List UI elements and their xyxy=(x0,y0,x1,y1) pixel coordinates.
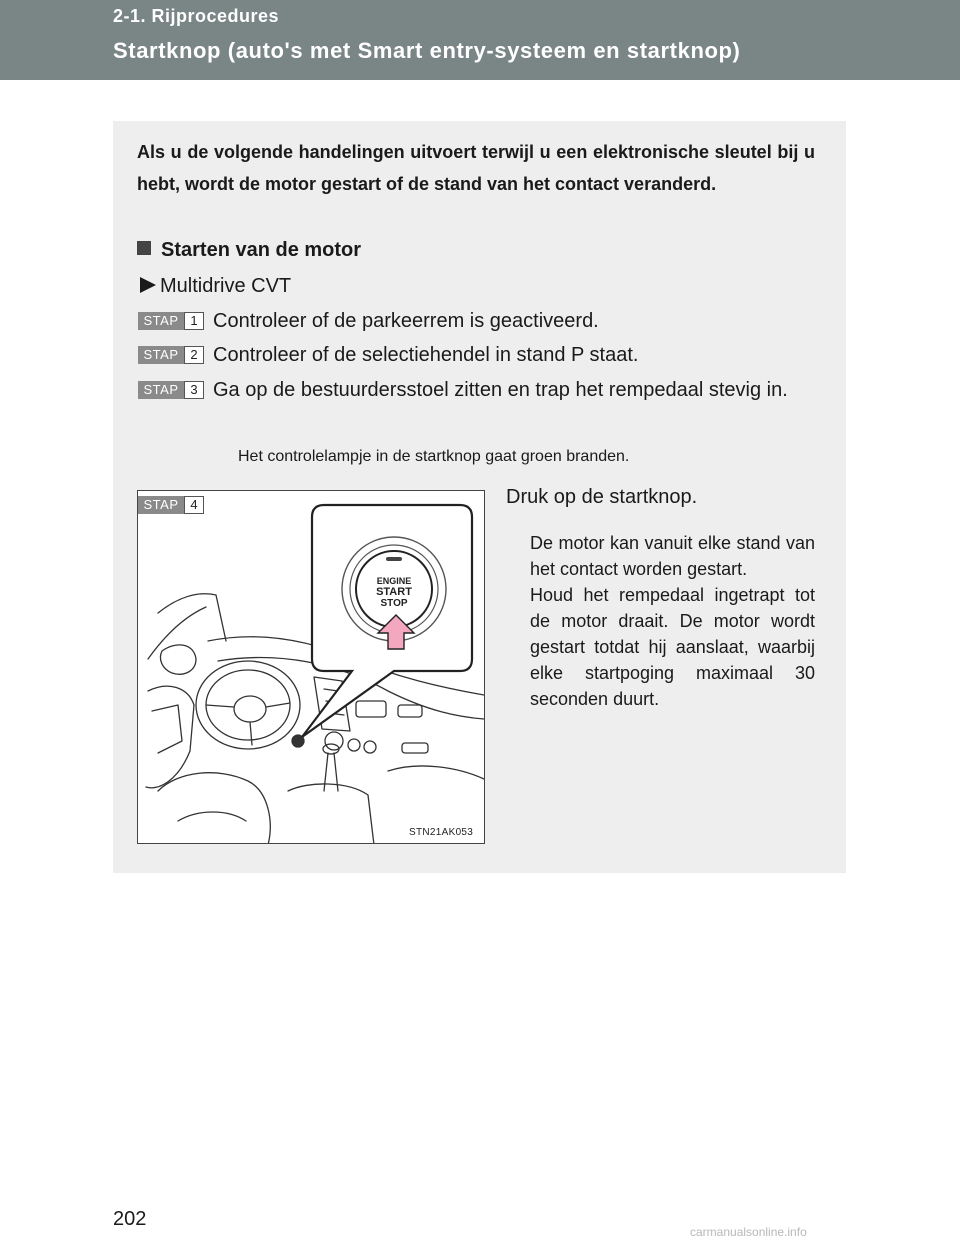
transmission-variant xyxy=(140,272,291,300)
step-1-text: Controleer of de parkeerrem is geactiveerd. xyxy=(213,310,599,332)
illustration-drawing xyxy=(138,491,485,844)
illustration-code: STN21AK053 xyxy=(409,827,474,838)
step-badge-number: 4 xyxy=(184,496,204,514)
step-3-text: Ga op de bestuurdersstoel zitten en trap het rempedaal stevig in. xyxy=(213,379,788,401)
square-bullet-icon xyxy=(137,241,151,255)
step-1-badge xyxy=(138,312,204,330)
button-label-start: START xyxy=(376,586,412,598)
page-header xyxy=(0,0,960,80)
step-badge-label: STAP xyxy=(138,381,184,399)
step-badge-label: STAP xyxy=(138,496,184,514)
step-4-badge xyxy=(138,496,204,514)
watermark: carmanualsonline.info xyxy=(690,1225,807,1239)
page-number: 202 xyxy=(113,1208,147,1230)
step-3-badge xyxy=(138,381,204,399)
step-4-details xyxy=(530,530,815,712)
section-heading xyxy=(137,236,361,264)
intro-paragraph: Als u de volgende handelingen uitvoert terwijl u een elektronische sleutel bij u hebt, wordt de motor gestart of de stand van het contact veranderd. xyxy=(137,142,815,194)
step-2-text: Controleer of de selectiehendel in stand P staat. xyxy=(213,344,639,366)
section-label: 2-1. Rijprocedures xyxy=(113,6,280,26)
page-title: Startknop (auto's met Smart entry-systeem en startknop) xyxy=(113,38,741,63)
triangle-bullet-icon xyxy=(140,277,156,293)
step-badge-label: STAP xyxy=(138,346,184,364)
step-badge-number: 3 xyxy=(184,381,204,399)
car-interior-illustration xyxy=(137,490,485,844)
step-4-detail-1: De motor kan vanuit elke stand van het contact worden gestart. xyxy=(530,533,815,579)
step-4-detail-2: Houd het rempedaal ingetrapt tot de motor draait. De motor wordt gestart totdat hij aanslaat, waarbij elke startpoging maximaal 30 seconden duurt. xyxy=(530,585,815,709)
step-2-badge xyxy=(138,346,204,364)
section-heading-text: Starten van de motor xyxy=(161,239,362,261)
step-badge-number: 1 xyxy=(184,312,204,330)
variant-label: Multidrive CVT xyxy=(160,275,292,297)
step-4-text: Druk op de startknop. xyxy=(506,486,698,508)
step-badge-label: STAP xyxy=(138,312,184,330)
button-label-engine: ENGINE xyxy=(376,576,412,586)
step-3-note: Het controlelampje in de startknop gaat groen branden. xyxy=(238,448,630,465)
step-badge-number: 2 xyxy=(184,346,204,364)
button-label-stop: STOP xyxy=(380,598,408,609)
